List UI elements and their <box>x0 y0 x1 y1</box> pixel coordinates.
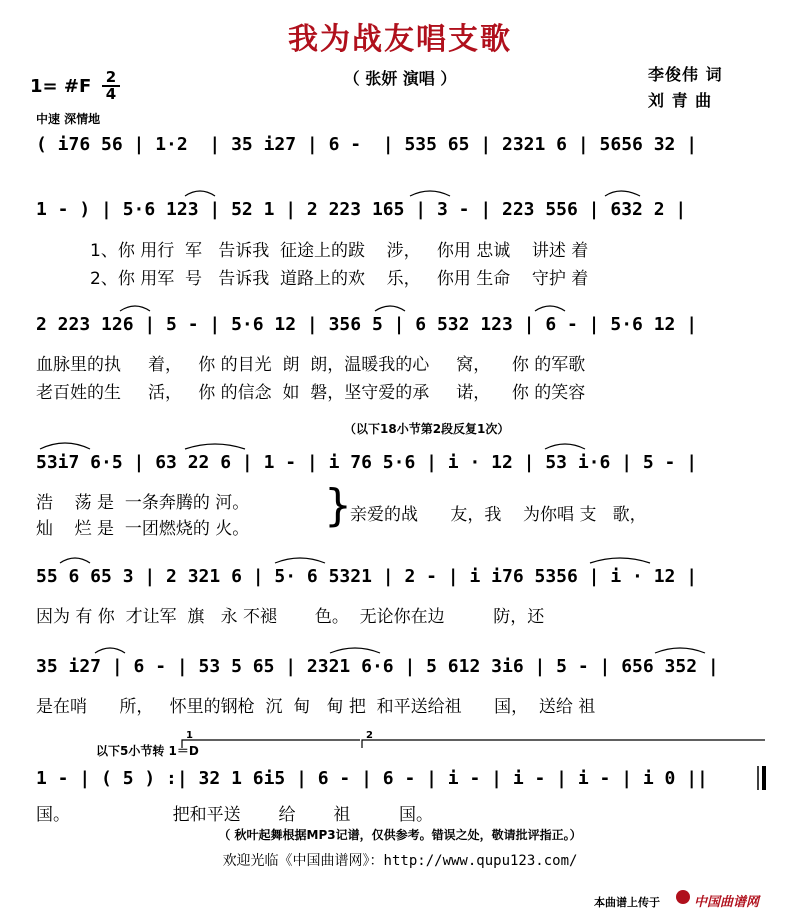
lyric-brace: } <box>324 480 352 531</box>
tempo-marking: 中速 深情地 <box>36 112 101 126</box>
notation-row-7: 1 - | ( 5 ) :| 32 1 6i5 | 6 - | 6 - | i - | i - | i - | i 0 || <box>36 768 708 789</box>
lyric-row-5: 因为 有 你 才让军 旗 永 不褪 色。 无论你在边 防，还 <box>36 607 545 627</box>
score-title: 我为战友唱支歌 <box>288 22 512 57</box>
site-banner[interactable]: 欢迎光临《中国曲谱网》：http://www.qupu123.com/ <box>222 853 578 869</box>
lyric-row-7: 国。 把和平送 给 祖 国。 <box>36 805 433 825</box>
time-signature-bottom: 4 <box>102 85 120 102</box>
upload-label: 本曲谱上传于 <box>594 896 660 909</box>
performer-line: （ 张妍 演唱 ） <box>343 69 457 88</box>
lyric-row-3-verse-2: 老百姓的生 活， 你 的信念 如 磐，坚守爱的承 诺， 你 的笑容 <box>36 383 586 403</box>
notation-row-3: 2 223 126 | 5 - | 5·6 12 | 356 5 | 6 532 123 | 6 - | 5·6 12 | <box>36 314 698 335</box>
lyric-row-2-verse-2: 2、你 用军 号 告诉我 道路上的欢 乐， 你用 生命 守护 着 <box>90 269 589 289</box>
lyric-row-4-shared: 亲爱的战 友，我 为你唱 支 歌， <box>350 505 647 525</box>
notation-row-4: 53i7 6·5 | 63 22 6 | 1 - | i 76 5·6 | i · 12 | 53 i·6 | 5 - | <box>36 452 698 473</box>
notation-row-2: 1 - ) | 5·6 123 | 52 1 | 2 223 165 | 3 - | 223 556 | 632 2 | <box>36 199 687 220</box>
key-change-annotation: 以下5小节转 1＝D <box>96 744 199 758</box>
site-logo-text[interactable]: 中国曲谱网 <box>694 895 760 910</box>
lyric-row-4-verse-1: 浩 荡 是 一条奔腾的 河。 <box>36 493 250 513</box>
lyric-row-4-verse-2: 灿 烂 是 一团燃烧的 火。 <box>36 519 250 539</box>
notation-row-6: 35 i27 | 6 - | 53 5 65 | 2321 6·6 | 5 612 3i6 | 5 - | 656 352 | <box>36 656 719 677</box>
notation-row-1: ( i76 56 | 1·2 | 35 i27 | 6 - | 535 65 | 2321 6 | 5656 32 | <box>36 134 698 155</box>
lyric-row-2-verse-1: 1、你 用行 军 告诉我 征途上的跋 涉， 你用 忠诚 讲述 着 <box>90 241 589 261</box>
composer-credit: 刘 青 曲 <box>648 91 713 110</box>
transcription-note: （ 秋叶起舞根据MP3记谱，仅供参考。错误之处，敬请批评指正。） <box>218 828 582 842</box>
site-logo-icon <box>676 890 690 904</box>
time-signature-top: 2 <box>105 68 117 86</box>
lyric-row-6: 是在哨 所， 怀里的钢枪 沉 甸 甸 把 和平送给祖 国， 送给 祖 <box>36 697 596 717</box>
volta-1-label: 1 <box>186 730 193 741</box>
lyric-row-3-verse-1: 血脉里的执 着， 你 的目光 朗 朗，温暖我的心 窝， 你 的军歌 <box>36 355 586 375</box>
lyricist-credit: 李俊伟 词 <box>648 65 723 84</box>
repeat-annotation: （以下18小节第2段反复1次） <box>344 422 510 436</box>
notation-row-5: 55 6 65 3 | 2 321 6 | 5· 6 5321 | 2 - | i i76 5356 | i · 12 | <box>36 566 698 587</box>
volta-2-label: 2 <box>366 730 373 741</box>
key-signature: 1= #F <box>30 76 92 97</box>
